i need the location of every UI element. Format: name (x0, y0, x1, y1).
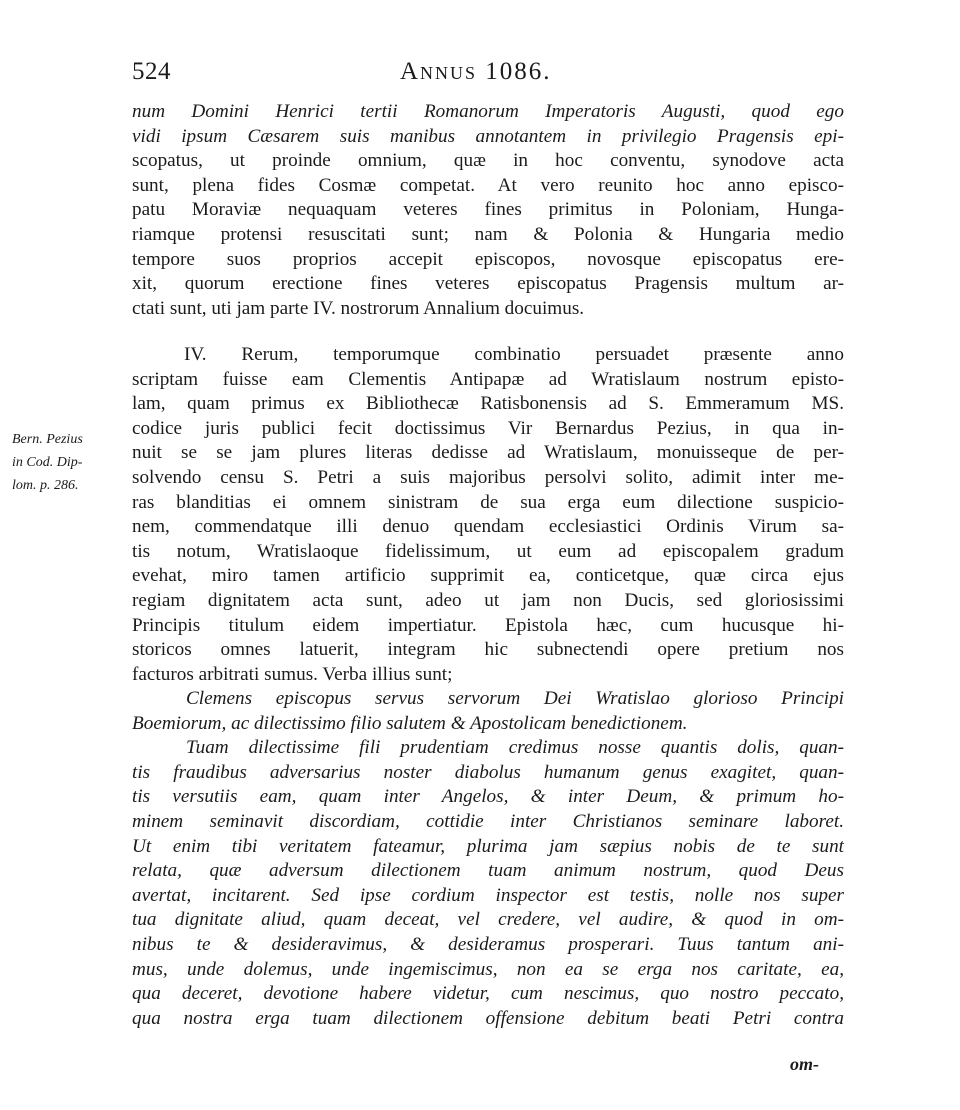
text-line: minem seminavit discordiam, cottidie inter Christianos seminare laboret. (132, 810, 844, 832)
text-line: qua nostra erga tuam dilectionem offensione debitum beati Petri contra (132, 1007, 844, 1029)
text-line: tis fraudibus adversarius noster diabolus humanum genus exagitet, quan- (132, 761, 844, 783)
text-line: sunt, plena fides Cosmæ competat. At vero reunito hoc anno episco- (132, 174, 844, 196)
text-line: IV. Rerum, temporumque combinatio persuadet præsente anno (184, 344, 844, 365)
text-line: ctati sunt, uti jam parte IV. nostrorum Annalium docuimus. (132, 297, 585, 319)
margin-note (12, 428, 130, 497)
text-line: tis notum, Wratislaoque fidelissimum, ut eum ad episcopalem gradum (132, 540, 844, 562)
text-line: codice juris publici fecit doctissimus Vir Bernardus Pezius, in qua in- (132, 417, 844, 439)
text-line: avertat, incitarent. Sed ipse cordium inspector est testis, nolle nos super (132, 884, 844, 906)
text-line: tempore suos proprios accepit episcopos, novosque episcopatus ere- (132, 248, 844, 270)
text-line: scriptam fuisse eam Clementis Antipapæ ad Wratislaum nostrum episto- (132, 368, 844, 390)
margin-note-line: lom. p. 286. (12, 478, 79, 493)
letter-text (132, 687, 844, 1031)
text-line: relata, quæ adversum dilectionem tuam animum nostrum, quod Deus (132, 860, 844, 882)
running-head (132, 58, 842, 88)
text-line: mus, unde dolemus, unde ingemiscimus, non ea se erga nos caritate, ea, (132, 958, 844, 980)
running-title: Annus 1086. (400, 58, 552, 85)
text-line: nuit se se jam plures literas dedisse ad Wratislaum, monuisseque de per- (132, 442, 844, 464)
paragraph-2 (132, 343, 844, 687)
margin-note-line: in Cod. Dip- (12, 455, 83, 470)
text-line: qua deceret, devotione habere videtur, cum nescimus, quo nostro peccato, (132, 983, 844, 1005)
text-line: vidi ipsum Cæsarem suis manibus annotantem in privilegio Pragensis epi- (132, 125, 844, 147)
text-line: Principis titulum eidem impertiatur. Epistola hæc, cum hucusque hi- (132, 614, 844, 636)
paragraph-1 (132, 100, 844, 321)
text-line: patu Moraviæ nequaquam veteres fines primitus in Poloniam, Hunga- (132, 199, 844, 221)
page-number: 524 (132, 58, 171, 85)
text-line: solvendo censu S. Petri a suis majoribus persolvi solito, adimit inter me- (132, 466, 844, 488)
text-line: Clemens episcopus servus servorum Dei Wratislao glorioso Principi (186, 688, 844, 709)
text-line: Tuam dilectissime fili prudentiam credimus nosse quantis dolis, quan- (186, 737, 844, 759)
text-line: xit, quorum erectione fines veteres episcopatus Pragensis multum ar- (132, 273, 844, 295)
text-line: Ut enim tibi veritatem fateamur, plurima jam sæpius nobis de te sunt (132, 835, 844, 857)
text-line: tua dignitate aliud, quam deceat, vel credere, vel audire, & quod in om- (132, 909, 844, 931)
text-line: num Domini Henrici tertii Romanorum Imperatoris Augusti, quod ego (132, 101, 844, 122)
text-line: Boemiorum, ac dilectissimo filio salutem & Apostolicam benedictionem. (132, 712, 688, 734)
text-line: ras blanditias ei omnem sinistram de sua erga eum dilectione suspicio- (132, 491, 844, 513)
text-line: nibus te & desideravimus, & desideramus prosperari. Tuus tantum ani- (132, 933, 844, 955)
catchword: om- (790, 1054, 819, 1074)
text-line: facturos arbitrati sumus. Verba illius sunt; (132, 663, 453, 685)
text-line: scopatus, ut proinde omnium, quæ in hoc conventu, synodove acta (132, 150, 844, 172)
margin-note-line: Bern. Pezius (12, 432, 83, 447)
text-line: regiam dignitatem acta sunt, adeo ut jam non Ducis, sed gloriosissimi (132, 589, 844, 611)
text-line: riamque protensi resuscitati sunt; nam & Polonia & Hungaria medio (132, 223, 844, 245)
text-line: lam, quam primus ex Bibliothecæ Ratisbonensis ad S. Emmeramum MS. (132, 393, 844, 415)
text-line: nem, commendatque illi denuo quendam ecclesiastici Ordinis Virum sa- (132, 516, 844, 538)
text-line: tis versutiis eam, quam inter Angelos, & inter Deum, & primum ho- (132, 786, 844, 808)
text-line: storicos omnes latuerit, integram hic subnectendi opere pretium nos (132, 639, 844, 661)
text-line: evehat, miro tamen artificio supprimit ea, conticetque, quæ circa ejus (132, 565, 844, 587)
